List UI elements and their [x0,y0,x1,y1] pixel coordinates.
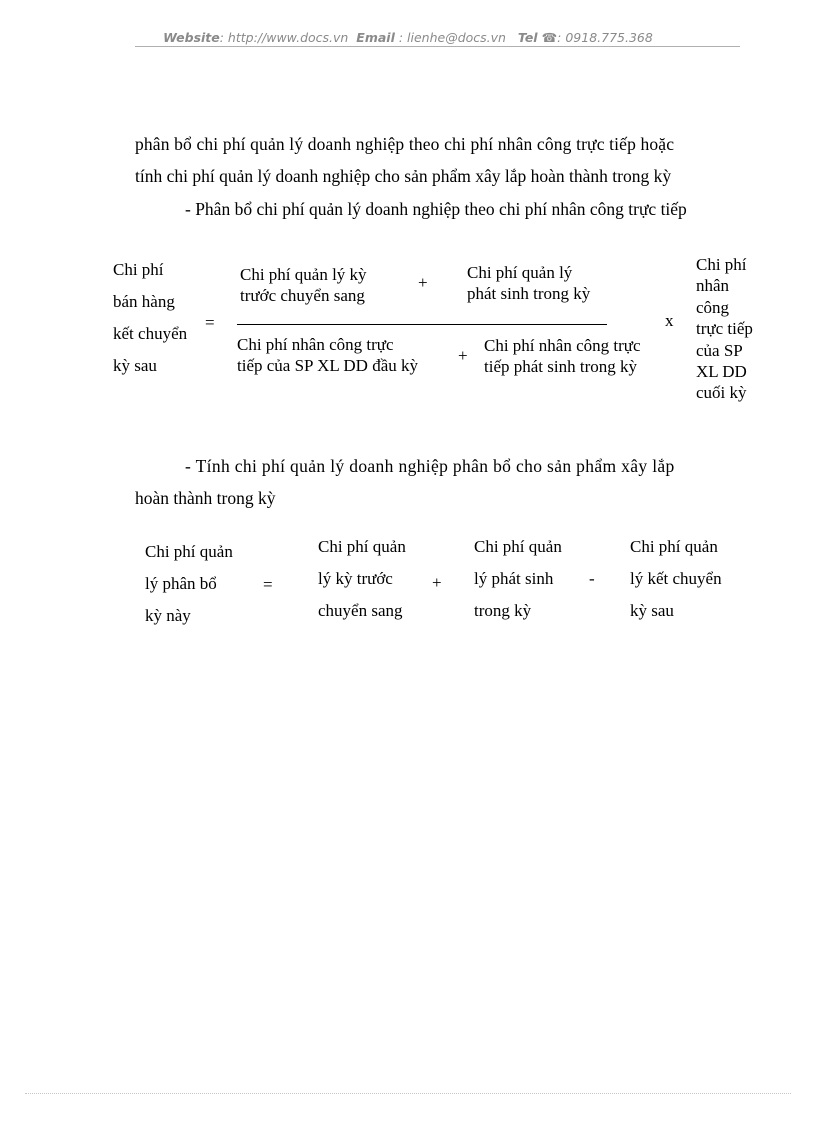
email-value: : lienhe@docs.vn [398,30,506,45]
paragraph-line: hoàn thành trong kỳ [135,488,276,508]
tel-label: Tel [517,30,538,45]
paragraph-line: phân bổ chi phí quản lý doanh nghiệp theo chi phí nhân công trực tiếp hoặc [135,134,675,154]
formula2-term-line: trong kỳ [474,601,532,620]
formula1-rhs-line: Chi phí [696,255,747,274]
formula2-term-line: lý phát sinh [474,569,554,588]
paragraph-line: - Phân bổ chi phí quản lý doanh nghiệp theo chi phí nhân công trực tiếp [185,199,687,219]
formula2-term-line: lý kết chuyển [630,569,722,588]
plus-sign: + [432,573,442,592]
formula1-lhs-line: bán hàng [113,292,175,311]
paragraph-line: - Tính chi phí quản lý doanh nghiệp phân bổ cho sản phẩm xây lắp [185,456,675,476]
formula1-rhs-line: trực tiếp [696,319,753,338]
denominator-term: Chi phí nhân công trực [484,336,641,355]
equals-sign: = [205,313,215,332]
formula1-rhs-line: cuối kỳ [696,383,747,402]
website-value: : http://www.docs.vn [219,30,349,45]
plus-sign: + [458,346,468,365]
header-divider [135,46,740,47]
numerator-term: phát sinh trong kỳ [467,284,591,303]
formula2-term-line: chuyển sang [318,601,403,620]
equals-sign: = [263,575,273,594]
footer-divider [25,1093,791,1094]
phone-icon: ☎ [541,30,558,45]
formula1-rhs-line: nhân [696,276,730,295]
formula2-term-line: Chi phí quản [318,537,406,556]
formula2-lhs-line: kỳ này [145,606,191,625]
tel-value: : 0918.775.368 [557,30,653,45]
denominator-term: tiếp phát sinh trong kỳ [484,357,637,376]
formula1-lhs-line: kỳ sau [113,356,157,375]
numerator-term: Chi phí quản lý kỳ [240,265,367,284]
formula1-lhs-line: kết chuyển [113,324,188,343]
formula2-lhs-line: Chi phí quản [145,542,233,561]
formula1-rhs-line: công [696,298,730,317]
formula2-term-line: kỳ sau [630,601,674,620]
numerator-term: trước chuyển sang [240,286,365,305]
formula1-rhs-line: của SP [696,341,743,360]
multiply-sign: x [665,311,674,330]
formula1-rhs-line: XL DD [696,362,747,381]
minus-sign: - [589,569,595,588]
formula2-lhs-line: lý phân bổ [145,574,217,593]
email-label: Email [356,30,395,45]
denominator-term: tiếp của SP XL DD đầu kỳ [237,356,418,375]
formula2-term-line: Chi phí quản [630,537,718,556]
fraction-bar [237,324,607,325]
numerator-term: Chi phí quản lý [467,263,573,282]
paragraph-line: tính chi phí quản lý doanh nghiệp cho sản phẩm xây lắp hoàn thành trong kỳ [135,166,672,186]
formula2-term-line: Chi phí quản [474,537,562,556]
formula1-lhs-line: Chi phí [113,260,164,279]
formula2-term-line: lý kỳ trước [318,569,393,588]
page-header [0,30,816,45]
denominator-term: Chi phí nhân công trực [237,335,394,354]
website-label: Website [163,30,220,45]
plus-sign: + [418,273,428,292]
